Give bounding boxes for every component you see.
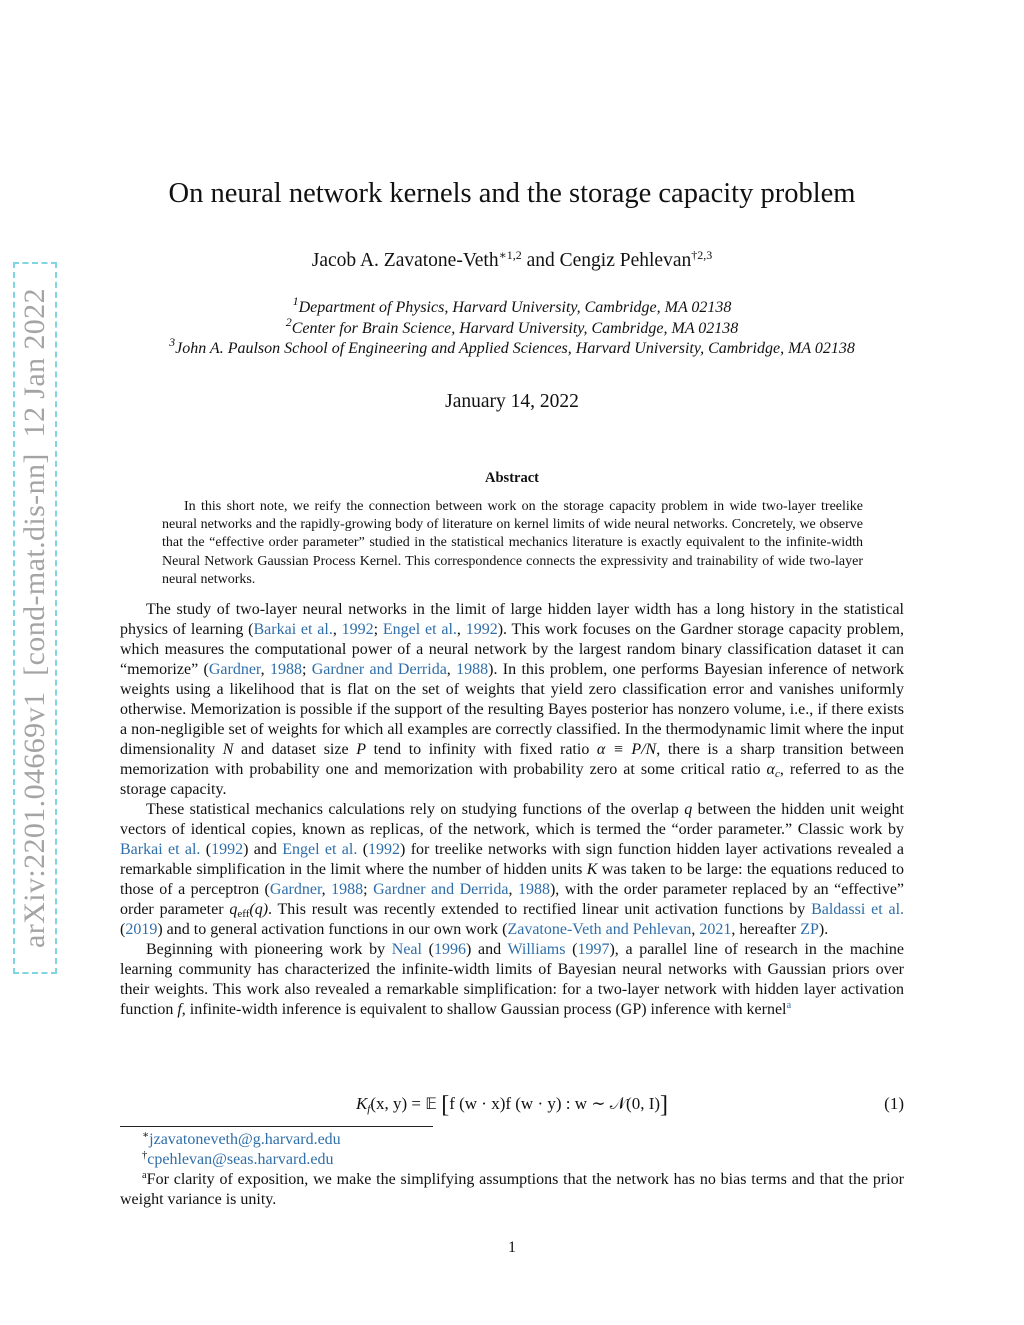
citation-year-link[interactable]: 1992 xyxy=(211,841,244,858)
math-expression: α ≡ P/N xyxy=(596,741,657,758)
footnote xyxy=(120,1130,904,1150)
affiliation-mark: 1 xyxy=(292,294,299,308)
affiliation xyxy=(0,294,1024,319)
abstract-heading: Abstract xyxy=(485,470,539,486)
page-number: 1 xyxy=(508,1239,516,1256)
citation-link[interactable]: Gardner and Derrida xyxy=(311,661,447,678)
citation-year-link[interactable]: 1996 xyxy=(433,941,466,958)
citation-year-link[interactable]: 1988 xyxy=(331,881,364,898)
citation-link[interactable]: Gardner xyxy=(208,661,261,678)
citation-link[interactable]: Engel et al. xyxy=(382,621,457,638)
citation-year-link[interactable]: 2019 xyxy=(125,921,158,938)
math-symbol: α xyxy=(766,761,775,778)
equation-1 xyxy=(120,1094,904,1120)
body-text xyxy=(120,600,904,1020)
footnote xyxy=(120,1150,904,1170)
footnote xyxy=(120,1170,904,1210)
math-expectation: 𝔼 xyxy=(425,1094,437,1113)
footnote-mark: † xyxy=(142,1150,148,1161)
abstract-text: In this short note, we reify the connection between work on the storage capacity problem in wide two-layer treelike neural networks and the rapidly-growing body of literature on kernel limits of wide neural networks. Concretely, we observe that the “effective order parameter” studied in the statistical mechanics literature is exactly equivalent to the infinite-width Neural Network Gaussian Process Kernel. This correspondence connects the expressivity and trainability of wide two-layer neural networks. xyxy=(162,499,863,587)
arxiv-stamp[interactable]: arXiv:2201.04669v1 [cond-mat.dis-nn] 12 Jan 2022 xyxy=(13,262,57,974)
math-expression: f (w · x)f (w · y) : w ∼ 𝒩(0, I) xyxy=(449,1094,661,1113)
affiliation xyxy=(0,314,1024,340)
citation-year-link[interactable]: 1992 xyxy=(368,841,401,858)
math-symbol: q xyxy=(684,801,693,818)
author-name: Jacob A. Zavatone-Veth xyxy=(311,250,499,271)
email-link[interactable]: cpehlevan@seas.harvard.edu xyxy=(147,1151,334,1168)
footnote-mark: ∗ xyxy=(142,1130,150,1141)
citation-year-link[interactable]: 1988 xyxy=(517,881,550,898)
math-argument: (q) xyxy=(249,901,269,918)
citation-link[interactable]: Gardner and Derrida xyxy=(373,881,509,898)
equation-body xyxy=(120,1092,904,1118)
citation-link[interactable]: Barkai et al. xyxy=(120,841,201,858)
citation-year-link[interactable]: 1988 xyxy=(269,661,302,678)
affiliations xyxy=(0,294,1024,360)
footnote-ref-link[interactable]: a xyxy=(786,1000,792,1011)
affiliation-text: John A. Paulson School of Engineering and Applied Sciences, Harvard University, Cambridge, MA 02138 xyxy=(175,340,855,357)
math-subscript: f xyxy=(367,1103,371,1115)
math-symbol: K xyxy=(355,1094,368,1113)
paragraph: Beginning with pioneering work by Neal (1996) and Williams (1997), a parallel line of research in the machine learning community has characterized the infinite-width limits of Bayesian neural networks with Gaussian priors over their weights. This work also revealed a remarkable simplification: for a two-layer network with hidden layer activation function f, infinite-width inference is equivalent to shallow Gaussian process (GP) inference with kernel$^a$ xyxy=(120,941,905,1018)
citation-link[interactable]: Zavatone-Veth and Pehlevan xyxy=(507,921,692,938)
affiliation xyxy=(0,335,1024,360)
paper-date: January 14, 2022 xyxy=(445,391,579,412)
citation-link[interactable]: Engel et al. xyxy=(282,841,358,858)
author-marks: ∗1,2 xyxy=(498,248,522,262)
footnotes xyxy=(120,1130,904,1210)
math-symbol: K xyxy=(586,861,598,878)
math-symbol: N xyxy=(222,741,234,758)
paragraph: These statistical mechanics calculations rely on studying functions of the overlap q between the hidden unit weight vectors of identical copies, known as replicas, of the network, which is termed the “order parameter.” Classic work by Barkai et al. (1992) and Engel et al. (1992) for treelike networks with sign function hidden layer activations revealed a remarkable simplification in the limit where the number of hidden units K was taken to be large: the equations reduced to those of a perceptron (Gardner, 1988; Gardner and Derrida, 1988), with the order parameter replaced by an “effective” order parameter $q_{eff}(q)$. This result was recently extended to rectified linear unit activation functions by Baldassi et al. (2019) and to general activation functions in our own work (Zavatone-Veth and Pehlevan, 2021, hereafter ZP). xyxy=(120,801,905,938)
math-symbol: f xyxy=(177,1001,182,1018)
math-subscript: eff xyxy=(237,908,250,920)
citation-year-link[interactable]: 1997 xyxy=(577,941,610,958)
citation-link[interactable]: Barkai et al. xyxy=(253,621,333,638)
affiliation-text: Center for Brain Science, Harvard University, Cambridge, MA 02138 xyxy=(291,319,739,337)
bracket-open: [ xyxy=(441,1092,450,1118)
affiliation-mark: 2 xyxy=(285,314,292,329)
citation-link[interactable]: Gardner xyxy=(269,881,322,898)
math-subscript: c xyxy=(774,768,780,780)
citation-year-link[interactable]: 1988 xyxy=(456,661,489,678)
author-name: Cengiz Pehlevan xyxy=(559,250,692,271)
footnote-divider xyxy=(120,1126,433,1127)
citation-link[interactable]: Williams xyxy=(507,941,566,958)
author-marks: †2,3 xyxy=(691,248,713,262)
citation-year-link[interactable]: 1992 xyxy=(341,621,374,638)
citation-link[interactable]: ZP xyxy=(800,921,819,938)
math-symbol: q xyxy=(229,901,238,918)
paragraph: The study of two-layer neural networks in the limit of large hidden layer width has a long history in the statistical physics of learning (Barkai et al., 1992; Engel et al., 1992). This work focuses on the Gardner storage capacity problem, which measures the computational power of a neural network by the largest random binary classification dataset it can “memorize” (Gardner, 1988; Gardner and Derrida, 1988). In this problem, one performs Bayesian inference of network weights using a likelihood that is flat on the set of weights that yield zero classification error and vanishes uniformly otherwise. Memorization is possible if the support of the resulting Bayes posterior has nonzero volume, i.e., if there exists a non-negligible set of weights for which all examples are correctly classified. In the thermodynamic limit where the input dimensionality N and dataset size P tend to infinity with fixed ratio α ≡ P/N, there is a sharp transition between memorization with probability one and memorization with probability zero at some critical ratio $\alpha_c$, referred to as the storage capacity. xyxy=(120,601,905,798)
affiliation-mark: 3 xyxy=(169,335,176,349)
citation-year-link[interactable]: 1992 xyxy=(465,621,498,638)
bracket-close: ] xyxy=(660,1092,669,1118)
author-line xyxy=(0,250,1024,272)
citation-link[interactable]: Baldassi et al. xyxy=(811,901,905,918)
citation-year-link[interactable]: 2021 xyxy=(699,921,732,938)
email-link[interactable]: jzavatoneveth@g.harvard.edu xyxy=(149,1131,341,1148)
math-args: (x, y) = xyxy=(370,1094,426,1113)
math-symbol: P xyxy=(356,741,366,758)
footnote-mark: a xyxy=(142,1170,147,1181)
citation-link[interactable]: Neal xyxy=(391,941,422,958)
footnote-text: For clarity of exposition, we make the simplifying assumptions that the network has no bias terms and that the prior weight variance is unity. xyxy=(120,1171,904,1208)
affiliation-text: Department of Physics, Harvard University, Cambridge, MA 02138 xyxy=(298,299,732,316)
author-connector: and xyxy=(526,250,555,271)
equation-number: (1) xyxy=(884,1094,904,1113)
paper-title: On neural network kernels and the storage capacity problem xyxy=(168,178,856,209)
